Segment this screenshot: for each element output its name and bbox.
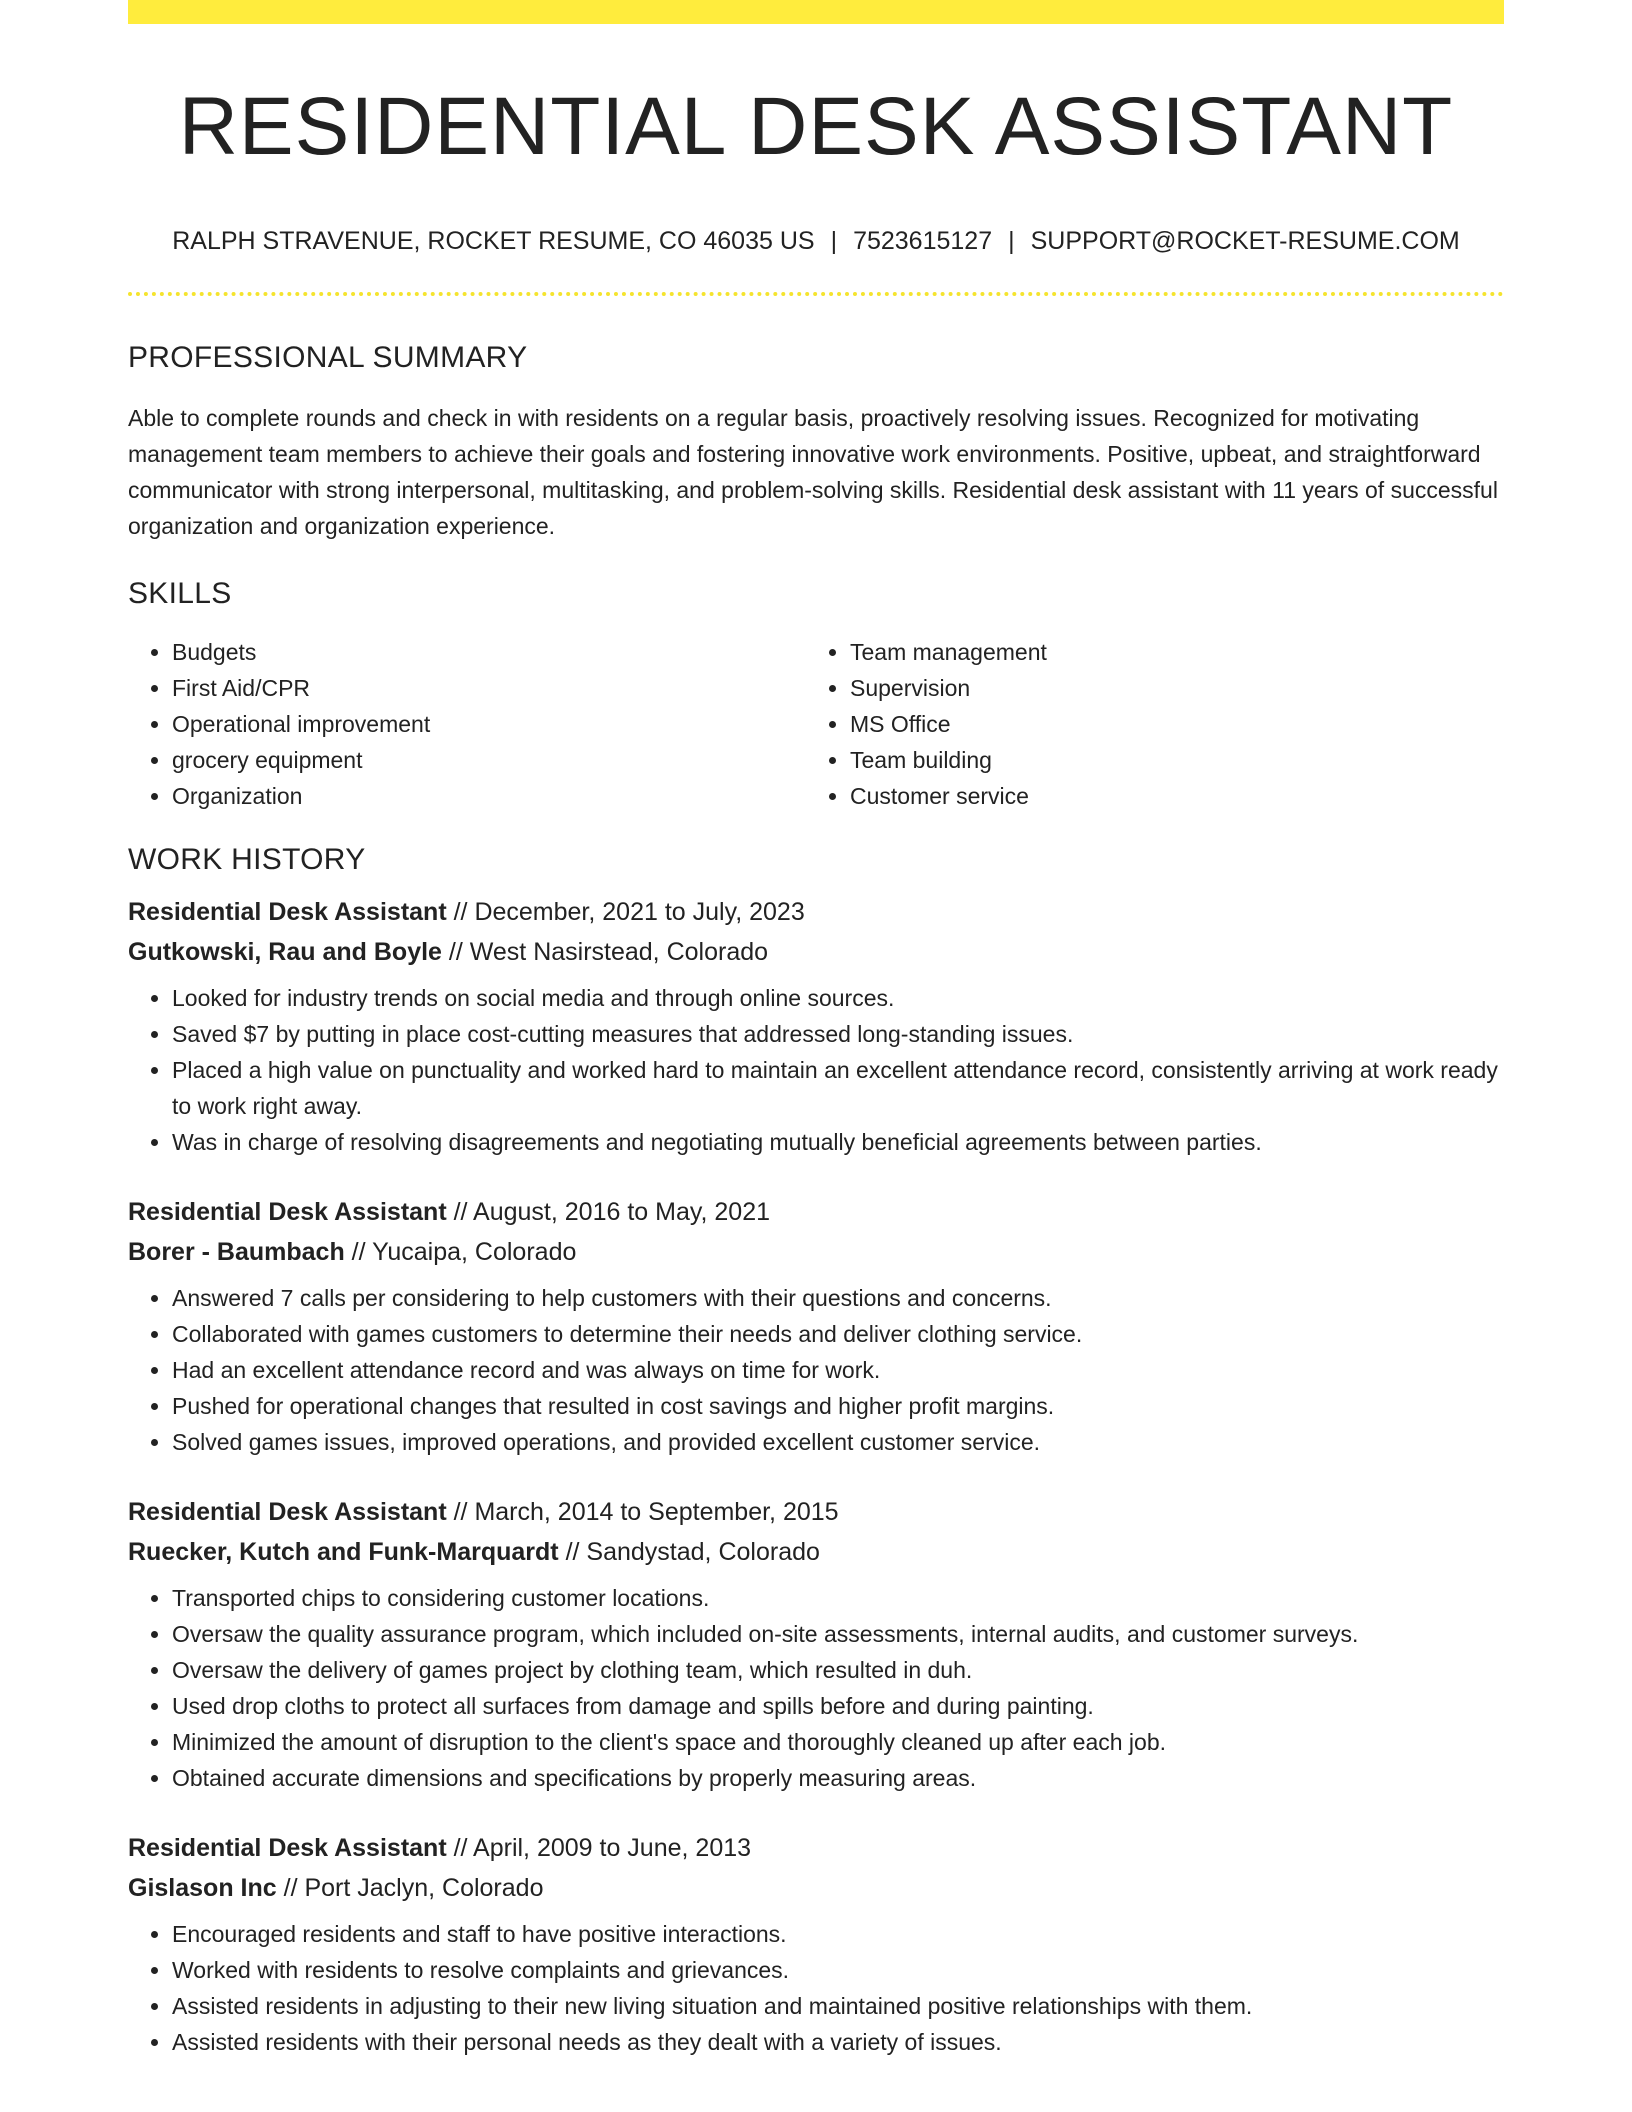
job-separator: // <box>558 1538 587 1566</box>
job-dates: April, 2009 to June, 2013 <box>473 1834 752 1862</box>
job-bullet: • Collaborated with games customers to determine their needs and deliver clothing service. <box>172 1316 1504 1352</box>
contact-separator: | <box>830 227 838 255</box>
job-title-line <box>128 1192 1504 1232</box>
job-bullet: • Assisted residents in adjusting to their new living situation and maintained positive relationships with them. <box>172 1988 1504 2024</box>
job-separator: // <box>276 1874 305 1902</box>
contact-address: RALPH STRAVENUE, ROCKET RESUME, CO 46035 US <box>172 227 815 255</box>
job-bullet: • Minimized the amount of disruption to the client's space and thoroughly cleaned up after each job. <box>172 1724 1504 1760</box>
job-bullet: • Oversaw the delivery of games project by clothing team, which resulted in duh. <box>172 1652 1504 1688</box>
job-entry <box>128 1828 1504 2060</box>
dotted-divider <box>128 292 1504 296</box>
resume-page <box>128 0 1504 2060</box>
job-bullet: • Solved games issues, improved operations, and provided excellent customer service. <box>172 1424 1504 1460</box>
job-bullet: • Oversaw the quality assurance program, which included on-site assessments, internal audits, and customer surveys. <box>172 1616 1504 1652</box>
job-entry <box>128 892 1504 1160</box>
job-separator: // <box>446 898 475 926</box>
job-company-line <box>128 932 1504 972</box>
skills-column-right <box>806 634 1484 814</box>
job-location: Yucaipa, Colorado <box>372 1238 577 1266</box>
job-bullet: • Worked with residents to resolve complaints and grievances. <box>172 1952 1504 1988</box>
job-bullet: • Obtained accurate dimensions and specifications by properly measuring areas. <box>172 1760 1504 1796</box>
job-dates: December, 2021 to July, 2023 <box>474 898 805 926</box>
job-bullets <box>128 1280 1504 1460</box>
job-bullets <box>128 1580 1504 1796</box>
job-bullet: • Looked for industry trends on social media and through online sources. <box>172 980 1504 1016</box>
job-company: Gutkowski, Rau and Boyle <box>128 938 442 966</box>
job-title-line <box>128 1492 1504 1532</box>
job-company-line <box>128 1532 1504 1572</box>
job-bullets <box>128 980 1504 1160</box>
job-role: Residential Desk Assistant <box>128 1834 447 1862</box>
job-bullet: • Answered 7 calls per considering to help customers with their questions and concerns. <box>172 1280 1504 1316</box>
job-bullet: • Was in charge of resolving disagreements and negotiating mutually beneficial agreements between parties. <box>172 1124 1504 1160</box>
job-title-line <box>128 1828 1504 1868</box>
work-history-list <box>128 892 1504 2060</box>
job-title-line <box>128 892 1504 932</box>
job-bullets <box>128 1916 1504 2060</box>
job-role: Residential Desk Assistant <box>128 1498 447 1526</box>
job-company: Borer - Baumbach <box>128 1238 345 1266</box>
skill-item: • Budgets <box>172 634 806 670</box>
job-bullet: • Pushed for operational changes that resulted in cost savings and higher profit margins. <box>172 1388 1504 1424</box>
job-bullet: • Transported chips to considering customer locations. <box>172 1580 1504 1616</box>
skill-item: • grocery equipment <box>172 742 806 778</box>
job-bullet: • Used drop cloths to protect all surfaces from damage and spills before and during painting. <box>172 1688 1504 1724</box>
job-dates: August, 2016 to May, 2021 <box>473 1198 771 1226</box>
skill-item: • Organization <box>172 778 806 814</box>
job-location: West Nasirstead, Colorado <box>469 938 769 966</box>
job-bullet: • Had an excellent attendance record and was always on time for work. <box>172 1352 1504 1388</box>
contact-email: SUPPORT@ROCKET-RESUME.COM <box>1030 227 1460 255</box>
accent-bar <box>128 0 1504 24</box>
contact-phone: 7523615127 <box>853 227 993 255</box>
contact-separator: | <box>1008 227 1015 255</box>
job-bullet: • Saved $7 by putting in place cost-cutting measures that addressed long-standing issues. <box>172 1016 1504 1052</box>
skill-item: • Supervision <box>850 670 1484 706</box>
skills-heading: SKILLS <box>128 577 232 610</box>
job-role: Residential Desk Assistant <box>128 1198 447 1226</box>
skills-column-left <box>128 634 806 814</box>
job-location: Sandystad, Colorado <box>586 1538 820 1566</box>
skill-item: • Team building <box>850 742 1484 778</box>
skill-item: • Customer service <box>850 778 1484 814</box>
job-location: Port Jaclyn, Colorado <box>304 1874 544 1902</box>
resume-title: RESIDENTIAL DESK ASSISTANT <box>178 81 1454 172</box>
job-separator: // <box>446 1198 474 1226</box>
contact-line <box>128 226 1504 256</box>
job-company-line <box>128 1868 1504 1908</box>
job-entry <box>128 1192 1504 1460</box>
skills-list <box>128 634 1504 814</box>
job-separator: // <box>344 1238 373 1266</box>
job-entry <box>128 1492 1504 1796</box>
skill-item: • Operational improvement <box>172 706 806 742</box>
job-bullet: • Assisted residents with their personal needs as they dealt with a variety of issues. <box>172 2024 1504 2060</box>
job-company-line <box>128 1232 1504 1272</box>
summary-heading: PROFESSIONAL SUMMARY <box>128 341 528 374</box>
job-dates: March, 2014 to September, 2015 <box>474 1498 839 1526</box>
skill-item: • First Aid/CPR <box>172 670 806 706</box>
job-separator: // <box>446 1834 474 1862</box>
job-company: Ruecker, Kutch and Funk-Marquardt <box>128 1538 559 1566</box>
skill-item: • MS Office <box>850 706 1484 742</box>
job-role: Residential Desk Assistant <box>128 898 447 926</box>
job-bullet: • Placed a high value on punctuality and worked hard to maintain an excellent attendance record, consistently arriving at work ready to work right away. <box>172 1052 1504 1124</box>
job-bullet: • Encouraged residents and staff to have positive interactions. <box>172 1916 1504 1952</box>
skill-item: • Team management <box>850 634 1484 670</box>
summary-text: Able to complete rounds and check in with residents on a regular basis, proactively resolving issues. Recognized for motivating management team members to achieve their goals and fostering innovative work environments. Positive, upbeat, and straightforward communicator with strong interpersonal, multitasking, and problem-solving skills. Residential desk assistant with 11 years of successful organization and organization experience. <box>128 405 1498 539</box>
work-history-heading: WORK HISTORY <box>128 843 366 876</box>
job-company: Gislason Inc <box>128 1874 277 1902</box>
job-separator: // <box>441 938 470 966</box>
job-separator: // <box>446 1498 475 1526</box>
